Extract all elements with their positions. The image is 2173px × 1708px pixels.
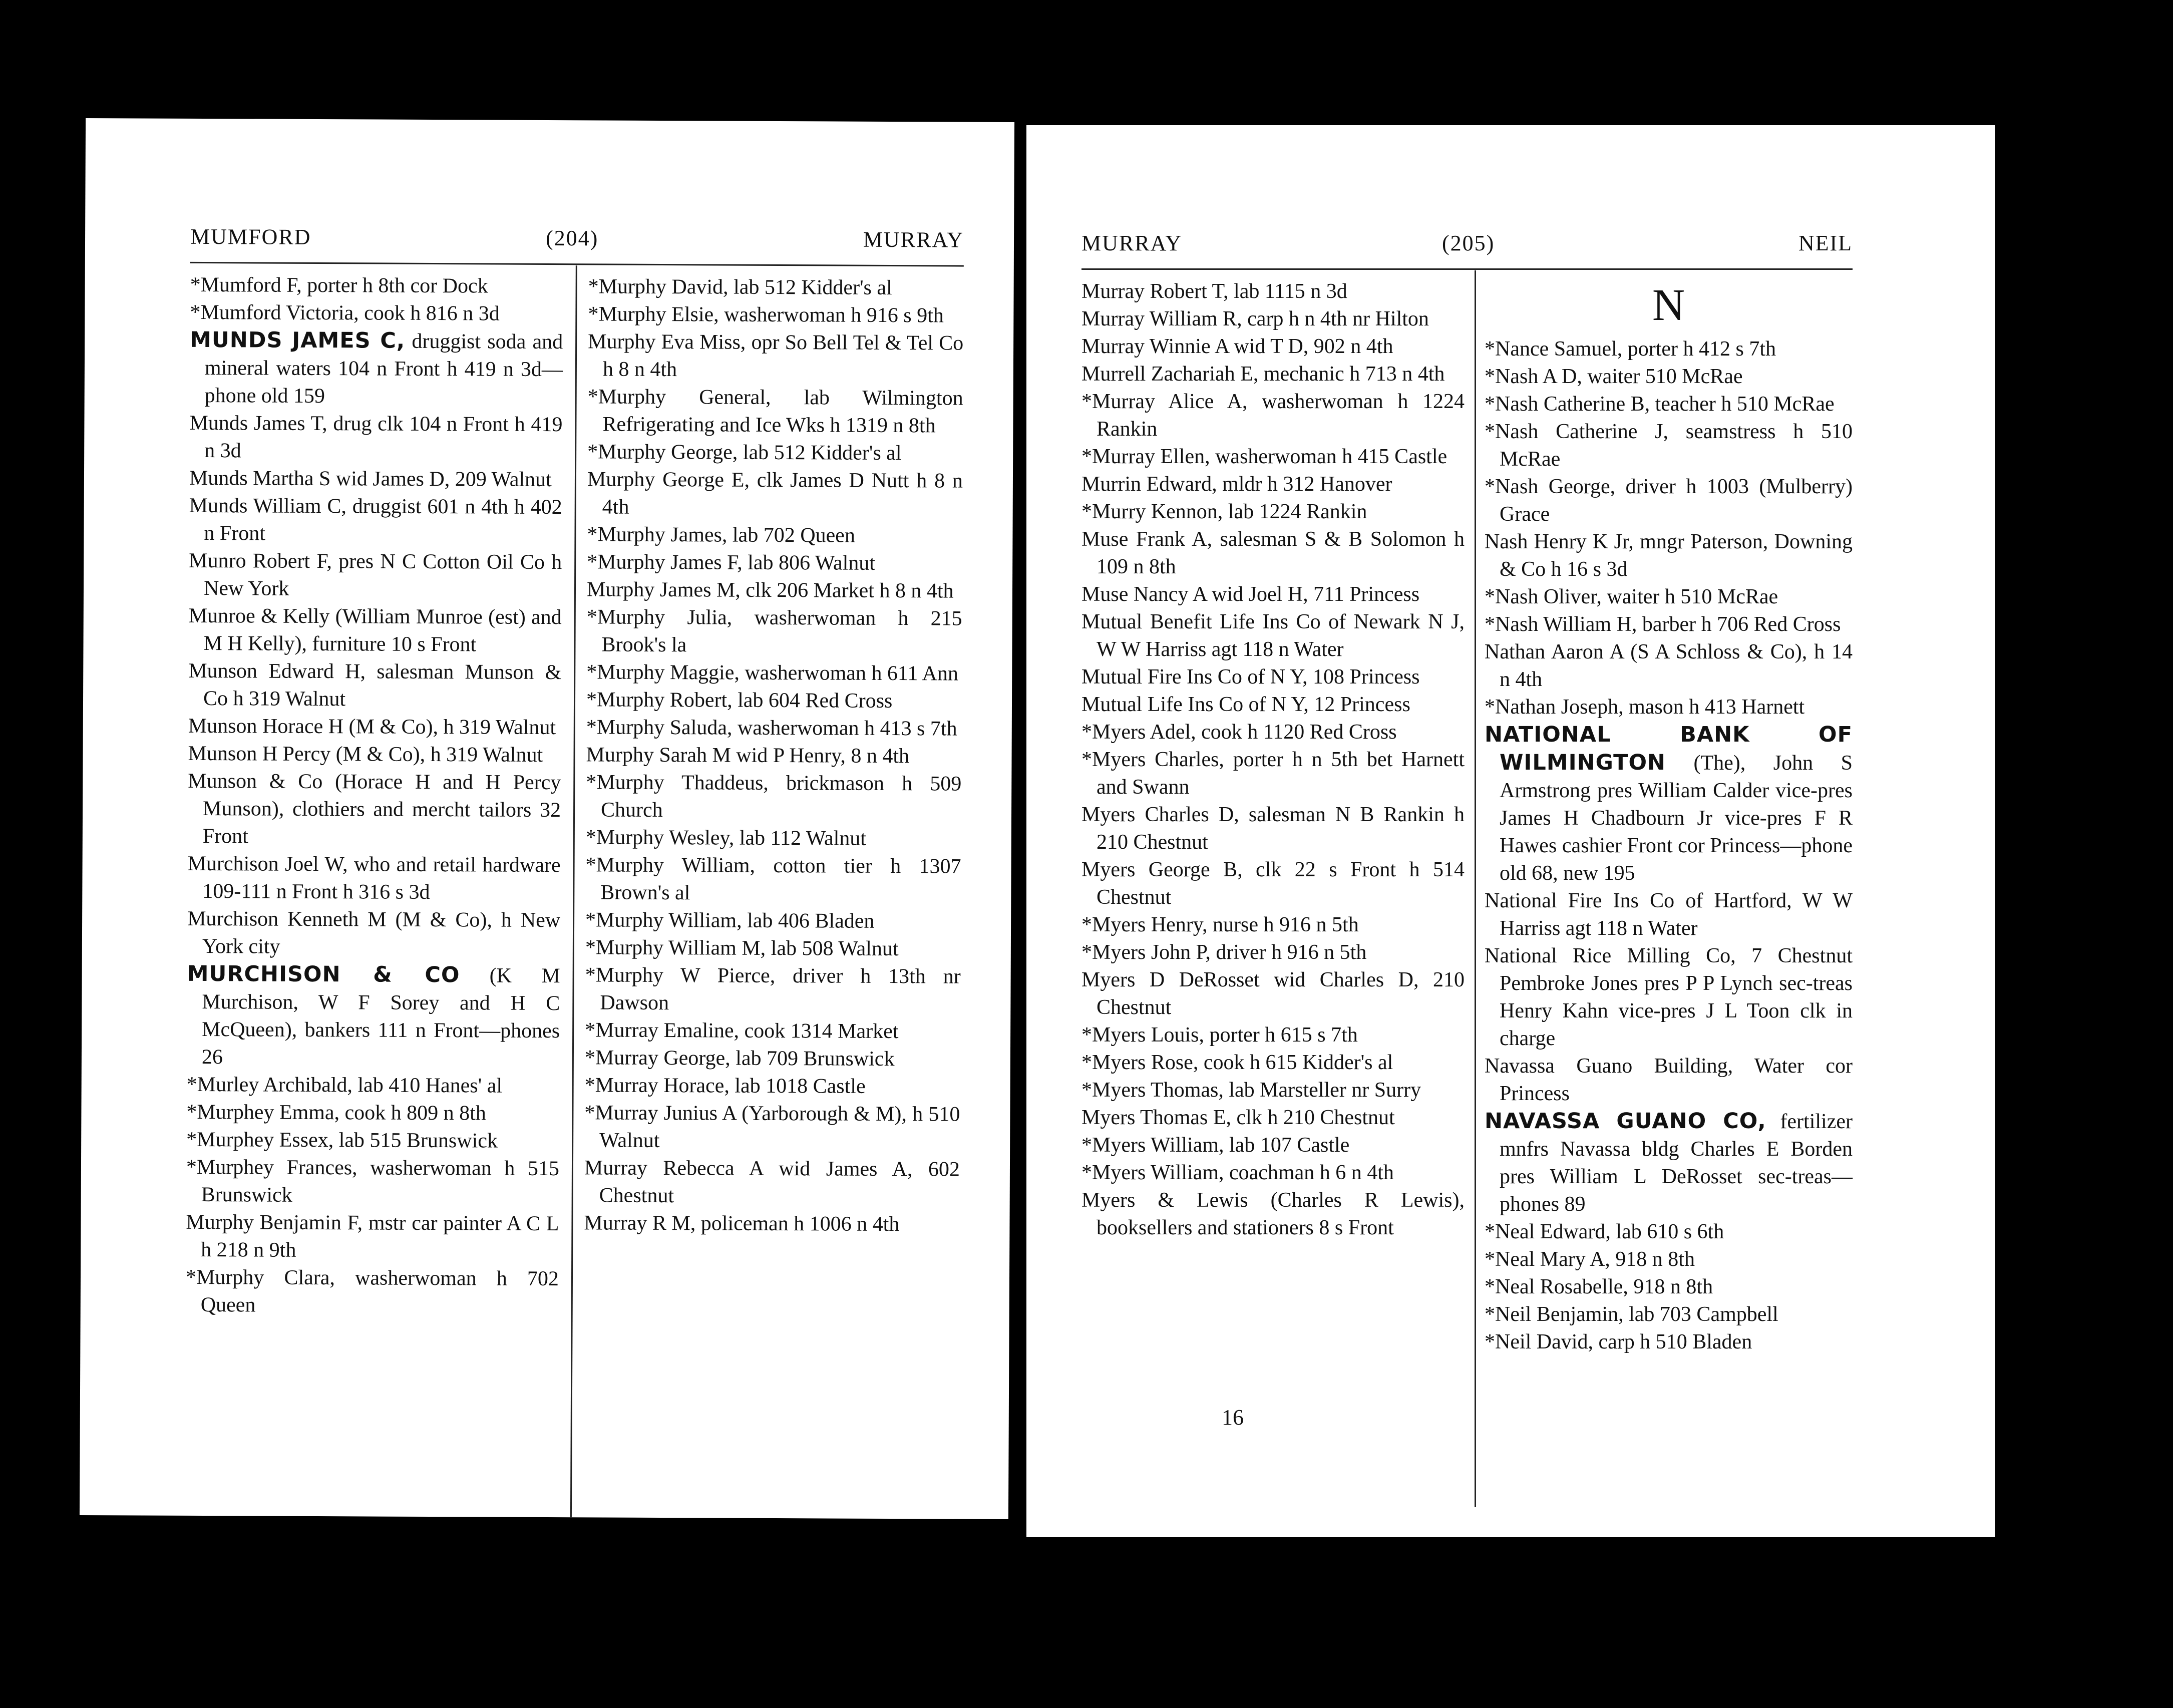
entry-text: Murchison Joel W, who and retail hardware 109-111 n Front h 316 s 3d xyxy=(187,852,561,904)
entry-text: Muse Frank A, salesman S & B Solomon h 109 n 8th xyxy=(1081,528,1465,578)
entry-text: (The), John S Armstrong pres William Calder vice-pres James H Chadbourn Jr vice-pres F R Hawes cashier Front cor Princess—phone old 68, new 195 xyxy=(1500,752,1853,885)
left-header-right: MURRAY xyxy=(863,227,964,252)
entry-text: *Mumford Victoria, cook h 816 n 3d xyxy=(190,300,500,325)
directory-entry xyxy=(588,300,963,329)
directory-entry xyxy=(189,410,562,466)
directory-entry xyxy=(1485,638,1853,694)
directory-entry xyxy=(587,438,963,467)
directory-entry xyxy=(586,603,962,660)
entry-text: *Nash Catherine B, teacher h 510 McRae xyxy=(1485,393,1835,416)
directory-entry xyxy=(1081,966,1465,1021)
entry-text: Nathan Aaron A (S A Schloss & Co), h 14 n 4th xyxy=(1485,640,1853,691)
entry-text: *Murphey Emma, cook h 809 n 8th xyxy=(186,1100,486,1125)
directory-entry xyxy=(586,686,962,715)
entry-text: Murray R M, policeman h 1006 n 4th xyxy=(584,1211,900,1236)
directory-entry xyxy=(587,548,962,577)
directory-entry xyxy=(1485,942,1853,1053)
directory-entry xyxy=(187,905,560,962)
entry-text: *Nash George, driver h 1003 (Mulberry) Grace xyxy=(1485,475,1853,526)
right-header-left: MURRAY xyxy=(1081,231,1183,255)
directory-entry xyxy=(186,1099,559,1128)
entry-text: Murchison Kenneth M (M & Co), h New York city xyxy=(187,907,561,958)
left-header-page-number: (204) xyxy=(545,225,599,251)
entry-firm-name: NAVASSA GUANO CO, xyxy=(1485,1109,1766,1134)
directory-entry xyxy=(1081,443,1465,471)
entry-text: Murray William R, carp h n 4th nr Hilton xyxy=(1081,307,1429,330)
directory-entry xyxy=(585,906,961,935)
directory-entry xyxy=(587,521,962,550)
directory-entry xyxy=(1485,1246,1853,1273)
directory-entry xyxy=(1081,498,1465,526)
right-running-header xyxy=(1081,230,1853,260)
entry-text: *Murphy Saluda, washerwoman h 413 s 7th xyxy=(586,716,957,741)
entry-text: Murray Robert T, lab 1115 n 3d xyxy=(1081,280,1347,303)
entry-text: Munro Robert F, pres N C Cotton Oil Co h New York xyxy=(189,549,562,600)
entry-text: *Myers Henry, nurse h 916 n 5th xyxy=(1081,913,1359,936)
entry-text: Murrin Edward, mldr h 312 Hanover xyxy=(1081,473,1392,496)
entry-text: Munroe & Kelly (William Munroe (est) and M H Kelly), furniture 10 s Front xyxy=(188,604,562,656)
directory-entry xyxy=(1081,1132,1465,1159)
directory-entry xyxy=(1485,473,1853,528)
entry-text: *Nance Samuel, porter h 412 s 7th xyxy=(1485,337,1776,361)
directory-entry xyxy=(189,465,562,494)
entry-text: *Murray Horace, lab 1018 Castle xyxy=(584,1074,866,1098)
entry-text: *Murphy Maggie, washerwoman h 611 Ann xyxy=(586,660,959,686)
directory-entry xyxy=(1485,363,1853,391)
entry-firm-name: MURCHISON & CO xyxy=(187,961,460,988)
directory-entry xyxy=(1485,1108,1853,1218)
entry-text: *Murphy Wesley, lab 112 Walnut xyxy=(585,826,867,850)
directory-entry xyxy=(584,1209,959,1238)
section-letter: N xyxy=(1652,280,1685,330)
directory-entry xyxy=(1485,528,1853,583)
directory-entry xyxy=(1485,721,1853,887)
entry-text: Murray Rebecca A wid James A, 602 Chestnut xyxy=(584,1156,960,1208)
left-page xyxy=(80,118,1014,1519)
directory-entry xyxy=(1081,1159,1465,1187)
directory-entry xyxy=(1081,581,1465,608)
directory-entry xyxy=(1485,887,1853,942)
directory-entry xyxy=(584,1099,960,1156)
directory-entry xyxy=(1485,611,1853,638)
left-column-divider xyxy=(570,265,577,1517)
entry-text: Munds Martha S wid James D, 209 Walnut xyxy=(189,466,552,492)
entry-text: *Murphy William M, lab 508 Walnut xyxy=(585,936,899,961)
right-page xyxy=(1026,125,1995,1537)
entry-text: Munson Horace H (M & Co), h 319 Walnut xyxy=(188,714,556,740)
entry-text: *Nash William H, barber h 706 Red Cross xyxy=(1485,613,1841,636)
folio-signature: 16 xyxy=(1222,1405,1244,1430)
directory-entry xyxy=(1081,1187,1465,1242)
entry-text: *Nash A D, waiter 510 McRae xyxy=(1485,365,1743,388)
entry-text: Navassa Guano Building, Water cor Princess xyxy=(1485,1055,1853,1105)
directory-entry xyxy=(585,1044,960,1073)
directory-entry xyxy=(190,271,563,300)
entry-text: *Murphy Robert, lab 604 Red Cross xyxy=(586,688,893,713)
entry-text: *Neal Mary A, 918 n 8th xyxy=(1485,1248,1695,1271)
directory-entry xyxy=(186,1209,559,1265)
directory-entry xyxy=(188,768,561,852)
directory-entry xyxy=(188,713,561,742)
directory-entry xyxy=(186,1264,559,1320)
entry-text: *Murphy George, lab 512 Kidder's al xyxy=(587,440,902,465)
directory-entry xyxy=(1081,719,1465,746)
entry-text: Munson H Percy (M & Co), h 319 Walnut xyxy=(188,742,543,767)
entry-text: *Myers William, lab 107 Castle xyxy=(1081,1134,1350,1157)
entry-text: *Myers Rose, cook h 615 Kidder's al xyxy=(1081,1051,1393,1074)
directory-entry xyxy=(586,769,961,825)
directory-entry xyxy=(187,960,560,1073)
directory-entry xyxy=(1485,583,1853,611)
entry-text: Murphy George E, clk James D Nutt h 8 n 4th xyxy=(587,468,963,519)
entry-text: *Murray Emaline, cook 1314 Market xyxy=(585,1018,899,1044)
entry-firm-name: NATIONAL BANK OF WILMINGTON xyxy=(1485,722,1853,775)
entry-text: Muse Nancy A wid Joel H, 711 Princess xyxy=(1081,583,1420,606)
entry-text: *Neil David, carp h 510 Bladen xyxy=(1485,1330,1752,1353)
directory-entry xyxy=(190,326,563,411)
left-page-column-1 xyxy=(186,271,563,1320)
entry-text: Mutual Life Ins Co of N Y, 12 Princess xyxy=(1081,693,1410,716)
right-header-rule xyxy=(1081,268,1853,270)
entry-text: Murphy Eva Miss, opr So Bell Tel & Tel Co h 8 n 4th xyxy=(588,330,964,382)
right-page-column-2 xyxy=(1485,278,1853,1356)
entry-text: (K M Murchison, W F Sorey and H C McQueen), bankers 111 n Front—phones 26 xyxy=(201,964,560,1069)
directory-entry xyxy=(186,1154,559,1210)
right-header-page-number: (205) xyxy=(1442,231,1495,255)
entry-text: *Myers Louis, porter h 615 s 7th xyxy=(1081,1023,1358,1047)
entry-text: *Murphy Julia, washerwoman h 215 Brook's la xyxy=(586,605,962,657)
entry-text: Munson & Co (Horace H and H Percy Munson), clothiers and mercht tailors 32 Front xyxy=(188,769,561,848)
entry-text: Myers Thomas E, clk h 210 Chestnut xyxy=(1081,1106,1395,1129)
entry-text: *Murray Alice A, washerwoman h 1224 Rankin xyxy=(1081,390,1465,441)
entry-text: *Neil Benjamin, lab 703 Campbell xyxy=(1485,1303,1778,1326)
entry-text: Murrell Zachariah E, mechanic h 713 n 4th xyxy=(1081,363,1445,386)
right-page-column-1 xyxy=(1081,278,1465,1242)
directory-entry xyxy=(1081,801,1465,856)
directory-entry xyxy=(1081,333,1465,361)
directory-entry xyxy=(1081,608,1465,663)
directory-entry xyxy=(189,492,562,549)
entry-text: *Myers William, coachman h 6 n 4th xyxy=(1081,1161,1394,1184)
entry-text: Myers George B, clk 22 s Front h 514 Chestnut xyxy=(1081,858,1465,909)
entry-text: *Murphy Thaddeus, brickmason h 509 Church xyxy=(586,771,962,822)
directory-entry xyxy=(187,850,560,907)
directory-entry xyxy=(584,1154,960,1211)
left-page-column-2 xyxy=(584,273,963,1238)
directory-entry xyxy=(1081,746,1465,801)
directory-entry xyxy=(587,576,962,605)
directory-entry xyxy=(1081,361,1465,388)
entry-text: National Rice Milling Co, 7 Chestnut Pembroke Jones pres P P Lynch sec-treas Henry Kahn vice-pres J L Toon clk in charge xyxy=(1485,944,1853,1050)
entry-text: *Murray George, lab 709 Brunswick xyxy=(584,1046,895,1071)
directory-entry xyxy=(585,934,961,963)
entry-text: *Murray Ellen, washerwoman h 415 Castle xyxy=(1081,445,1447,468)
entry-text: fertilizer mnfrs Navassa bldg Charles E Borden pres William L DeRosset sec-treas—phones 89 xyxy=(1500,1110,1853,1216)
directory-entry xyxy=(1081,1077,1465,1104)
directory-entry xyxy=(586,714,962,743)
entry-text: *Murphy W Pierce, driver h 13th nr Dawson xyxy=(585,963,961,1015)
directory-entry xyxy=(586,741,961,770)
entry-text: *Myers Charles, porter h n 5th bet Harnett and Swann xyxy=(1081,748,1465,799)
entry-text: Munds William C, druggist 601 n 4th h 402 n Front xyxy=(189,494,562,545)
directory-entry xyxy=(587,466,963,522)
directory-entry xyxy=(188,740,561,769)
entry-text: *Murphy General, lab Wilmington Refrigerating and Ice Wks h 1319 n 8th xyxy=(587,385,963,438)
entry-text: *Neal Rosabelle, 918 n 8th xyxy=(1485,1275,1713,1298)
entry-text: Mutual Fire Ins Co of N Y, 108 Princess xyxy=(1081,665,1420,689)
directory-entry xyxy=(588,328,963,385)
directory-entry xyxy=(1485,1273,1853,1301)
entry-text: *Murphy William, cotton tier h 1307 Brown's al xyxy=(585,853,961,905)
entry-text: Munds James T, drug clk 104 n Front h 419 n 3d xyxy=(189,411,563,463)
entry-text: *Nash Oliver, waiter h 510 McRae xyxy=(1485,585,1778,608)
entry-text: *Murphy James, lab 702 Queen xyxy=(587,523,855,547)
directory-entry xyxy=(585,851,961,908)
directory-entry xyxy=(1081,691,1465,719)
directory-entry xyxy=(585,1072,960,1101)
entry-text: Nash Henry K Jr, mngr Paterson, Downing & Co h 16 s 3d xyxy=(1485,530,1853,581)
entry-text: *Murphy William, lab 406 Bladen xyxy=(585,908,875,933)
directory-entry xyxy=(1081,1021,1465,1049)
entry-text: Murphy James M, clk 206 Market h 8 n 4th xyxy=(586,578,954,603)
directory-entry xyxy=(1485,335,1853,363)
directory-entry xyxy=(1081,305,1465,333)
entry-text: Myers Charles D, salesman N B Rankin h 210 Chestnut xyxy=(1081,803,1465,854)
entry-text: Murphy Sarah M wid P Henry, 8 n 4th xyxy=(586,743,910,768)
entry-text: *Neal Edward, lab 610 s 6th xyxy=(1485,1220,1724,1243)
right-column-divider xyxy=(1475,270,1476,1507)
entry-text: *Murray Junius A (Yarborough & M), h 510 Walnut xyxy=(584,1101,960,1152)
entry-text: Myers D DeRosset wid Charles D, 210 Chestnut xyxy=(1081,968,1465,1019)
directory-entry xyxy=(1081,856,1465,911)
entry-text: *Mumford F, porter h 8th cor Dock xyxy=(190,273,488,298)
directory-entry xyxy=(188,657,561,714)
directory-entry xyxy=(1081,1104,1465,1132)
entry-text: *Murphey Essex, lab 515 Brunswick xyxy=(186,1128,498,1153)
entry-firm-name: MUNDS JAMES C, xyxy=(190,327,406,354)
directory-entry xyxy=(1081,471,1465,498)
directory-entry xyxy=(1485,1328,1853,1356)
entry-text: Munson Edward H, salesman Munson & Co h 319 Walnut xyxy=(188,659,562,711)
directory-entry xyxy=(1485,418,1853,473)
entry-text: *Murphey Frances, washerwoman h 515 Brunswick xyxy=(186,1155,560,1207)
directory-entry xyxy=(1485,1218,1853,1246)
directory-entry xyxy=(586,824,961,853)
directory-entry xyxy=(586,658,962,688)
entry-text: National Fire Ins Co of Hartford, W W Harriss agt 118 n Water xyxy=(1485,889,1853,940)
entry-text: *Murphy James F, lab 806 Walnut xyxy=(587,550,876,575)
directory-entry xyxy=(1485,1053,1853,1108)
entry-text: *Myers Thomas, lab Marsteller nr Surry xyxy=(1081,1079,1421,1102)
entry-text: *Nash Catherine J, seamstress h 510 McRae xyxy=(1485,420,1853,471)
left-running-header xyxy=(190,224,964,257)
directory-entry xyxy=(585,1016,960,1046)
entry-text: Murray Winnie A wid T D, 902 n 4th xyxy=(1081,335,1393,358)
directory-entry xyxy=(186,1126,559,1155)
directory-entry xyxy=(1081,663,1465,691)
directory-entry xyxy=(1081,911,1465,939)
directory-entry xyxy=(587,383,963,440)
entry-text: *Nathan Joseph, mason h 413 Harnett xyxy=(1485,696,1805,719)
directory-entry xyxy=(188,602,561,659)
directory-entry xyxy=(1081,526,1465,581)
directory-entry xyxy=(190,299,563,328)
directory-entry xyxy=(1485,1301,1853,1328)
directory-entry xyxy=(1485,694,1853,721)
directory-entry xyxy=(585,961,960,1018)
entry-text: *Murley Archibald, lab 410 Hanes' al xyxy=(186,1073,503,1098)
entry-text: *Myers Adel, cook h 1120 Red Cross xyxy=(1081,721,1397,744)
right-header-right: NEIL xyxy=(1798,231,1853,255)
entry-text: Mutual Benefit Life Ins Co of Newark N J, W W Harriss agt 118 n Water xyxy=(1081,610,1465,661)
entry-text: Murphy Benjamin F, mstr car painter A C L h 218 n 9th xyxy=(186,1210,559,1262)
directory-entry xyxy=(187,1071,560,1100)
directory-entry xyxy=(1081,278,1465,305)
entry-text: Myers & Lewis (Charles R Lewis), booksellers and stationers 8 s Front xyxy=(1081,1189,1465,1239)
left-header-left: MUMFORD xyxy=(190,224,311,249)
entry-text: *Murphy Clara, washerwoman h 702 Queen xyxy=(185,1265,559,1317)
entry-text: druggist soda and mineral waters 104 n Front h 419 n 3d—phone old 159 xyxy=(204,329,563,408)
directory-entry xyxy=(189,547,562,604)
directory-entry xyxy=(1081,1049,1465,1077)
entry-text: *Murphy David, lab 512 Kidder's al xyxy=(588,275,892,299)
directory-entry xyxy=(1081,939,1465,966)
entry-text: *Murphy Elsie, washerwoman h 916 s 9th xyxy=(588,302,944,327)
entry-text: *Myers John P, driver h 916 n 5th xyxy=(1081,941,1367,964)
directory-entry xyxy=(1485,391,1853,418)
entry-text: *Murry Kennon, lab 1224 Rankin xyxy=(1081,500,1367,523)
directory-entry xyxy=(1081,388,1465,443)
directory-entry xyxy=(588,273,964,302)
